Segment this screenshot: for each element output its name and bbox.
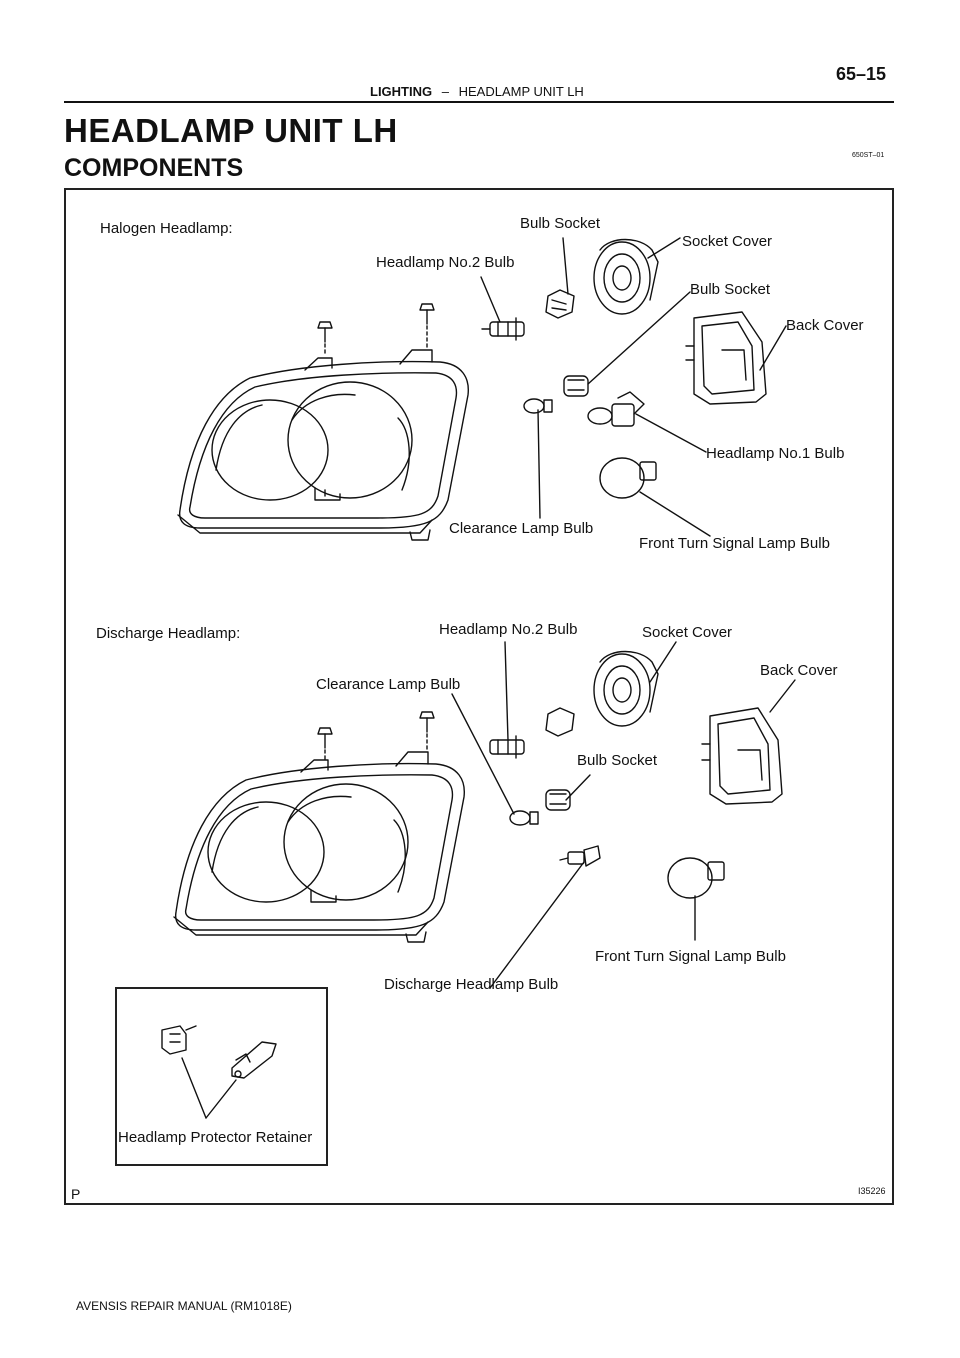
discharge-heading: Discharge Headlamp:: [96, 625, 241, 642]
discharge-turn-signal-bulb: [668, 858, 724, 898]
halogen-bolts: [318, 304, 434, 356]
halogen-heading: Halogen Headlamp:: [100, 220, 233, 237]
halogen-no2-bulb: [482, 318, 524, 340]
halogen-back-cover-label: Back Cover: [786, 317, 864, 334]
halogen-bulb-socket-top-label: Bulb Socket: [520, 215, 601, 232]
halogen-turn-signal-label: Front Turn Signal Lamp Bulb: [639, 535, 830, 552]
discharge-back-cover-label: Back Cover: [760, 662, 838, 679]
halogen-no2-bulb-label: Headlamp No.2 Bulb: [376, 254, 515, 271]
halogen-back-cover: [686, 312, 766, 404]
halogen-clearance-bulb-label: Clearance Lamp Bulb: [449, 520, 594, 537]
discharge-clearance-bulb-label: Clearance Lamp Bulb: [316, 676, 461, 693]
page-footer: AVENSIS REPAIR MANUAL (RM1018E): [76, 1299, 292, 1313]
figure-mark: P: [71, 1186, 81, 1202]
header-separator: –: [441, 84, 449, 99]
discharge-hid-bulb: [560, 846, 600, 866]
header-subsection: HEADLAMP UNIT LH: [458, 84, 584, 99]
halogen-turn-signal-bulb: [600, 458, 656, 498]
figure-code: I35226: [858, 1186, 886, 1196]
halogen-socket-cover-label: Socket Cover: [682, 233, 773, 250]
halogen-no1-bulb-label: Headlamp No.1 Bulb: [706, 445, 845, 462]
header-section: LIGHTING: [370, 84, 433, 99]
document-id: 650ST–01: [852, 152, 885, 159]
discharge-leaders: [452, 642, 795, 988]
halogen-no1-bulb: [588, 392, 644, 426]
discharge-bulb-socket-label: Bulb Socket: [577, 752, 658, 769]
halogen-bulb-socket-top: [546, 290, 574, 318]
discharge-socket-cover-label: Socket Cover: [642, 624, 733, 641]
discharge-headlamp-housing: [174, 752, 464, 942]
discharge-hid-bulb-label: Discharge Headlamp Bulb: [384, 976, 559, 993]
discharge-back-cover: [702, 708, 782, 804]
halogen-bulb-socket-mid: [564, 376, 588, 396]
halogen-headlamp-housing: [178, 350, 468, 540]
page-title: HEADLAMP UNIT LH: [64, 112, 398, 149]
discharge-bulb-socket-top: [546, 708, 574, 736]
discharge-socket-cover: [594, 652, 658, 727]
discharge-turn-signal-label: Front Turn Signal Lamp Bulb: [595, 948, 786, 965]
discharge-no2-bulb: [490, 736, 524, 758]
halogen-socket-cover: [594, 240, 658, 315]
discharge-no2-bulb-label: Headlamp No.2 Bulb: [439, 621, 578, 638]
page-number: 65–15: [836, 64, 887, 84]
discharge-bolts: [318, 712, 434, 762]
section-title: COMPONENTS: [64, 154, 244, 182]
halogen-bulb-socket-mid-label: Bulb Socket: [690, 281, 771, 298]
protector-retainer-label: Headlamp Protector Retainer: [118, 1129, 313, 1146]
